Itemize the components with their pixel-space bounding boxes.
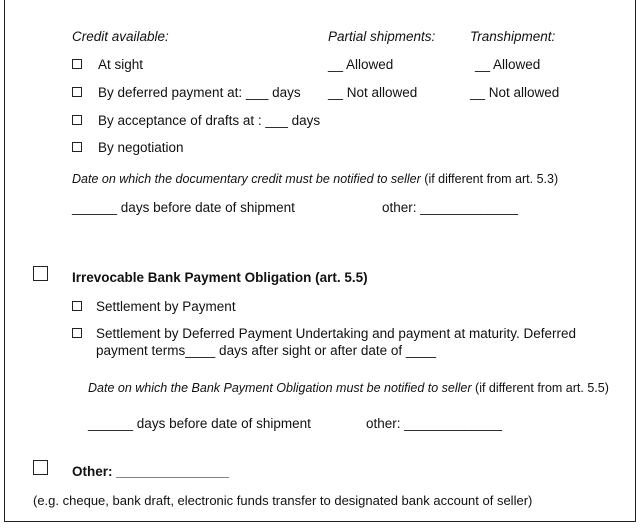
partial-not-allowed-option[interactable]: __ Not allowed	[328, 85, 418, 100]
at-sight-label: At sight	[98, 57, 144, 72]
credit-heading: Credit available:	[72, 29, 169, 44]
bpo-notify-note: (if different from art. 5.5)	[475, 381, 609, 395]
other-checkbox[interactable]	[33, 460, 48, 475]
settle-deferred-checkbox[interactable]	[72, 328, 82, 338]
other-note: (e.g. cheque, bank draft, electronic funds transfer to designated bank account of seller)	[33, 493, 533, 508]
settle-deferred-line2: payment terms____ days after sight or after date of ____	[96, 343, 436, 358]
bpo-notify-line	[88, 382, 609, 395]
deferred-payment-checkbox[interactable]	[72, 87, 82, 97]
transhipment-heading: Transhipment:	[470, 29, 556, 44]
credit-other-field[interactable]: other: _____________	[382, 200, 518, 215]
acceptance-label: By acceptance of drafts at : ___ days	[98, 113, 321, 128]
credit-notify-italic: Date on which the documentary credit must be notified to seller	[72, 172, 421, 186]
settle-payment-label: Settlement by Payment	[96, 299, 236, 314]
settle-payment-checkbox[interactable]	[72, 301, 82, 311]
credit-days-before[interactable]: ______ days before date of shipment	[72, 200, 295, 215]
bpo-heading: Irrevocable Bank Payment Obligation (art. 5.5)	[72, 270, 368, 285]
negotiation-label: By negotiation	[98, 140, 184, 155]
partial-allowed-option[interactable]: __ Allowed	[328, 57, 394, 72]
partial-shipments-heading: Partial shipments:	[328, 29, 436, 44]
deferred-payment-label: By deferred payment at: ___ days	[98, 85, 301, 100]
tranship-allowed-option[interactable]: __ Allowed	[475, 57, 541, 72]
at-sight-checkbox[interactable]	[72, 59, 82, 69]
acceptance-checkbox[interactable]	[72, 115, 82, 125]
tranship-not-allowed-option[interactable]: __ Not allowed	[470, 85, 560, 100]
credit-notify-note: (if different from art. 5.3)	[424, 172, 559, 186]
settle-deferred-line1: Settlement by Deferred Payment Undertaking and payment at maturity. Deferred	[96, 326, 576, 341]
bpo-notify-italic: Date on which the Bank Payment Obligation must be notified to seller	[88, 381, 472, 395]
form-frame	[4, 0, 636, 522]
credit-notify-line	[72, 173, 558, 186]
negotiation-checkbox[interactable]	[72, 142, 82, 152]
bpo-other-field[interactable]: other: _____________	[366, 416, 502, 431]
bpo-days-before[interactable]: ______ days before date of shipment	[88, 416, 311, 431]
other-label[interactable]: Other: _______________	[72, 464, 229, 479]
bpo-checkbox[interactable]	[33, 266, 48, 281]
